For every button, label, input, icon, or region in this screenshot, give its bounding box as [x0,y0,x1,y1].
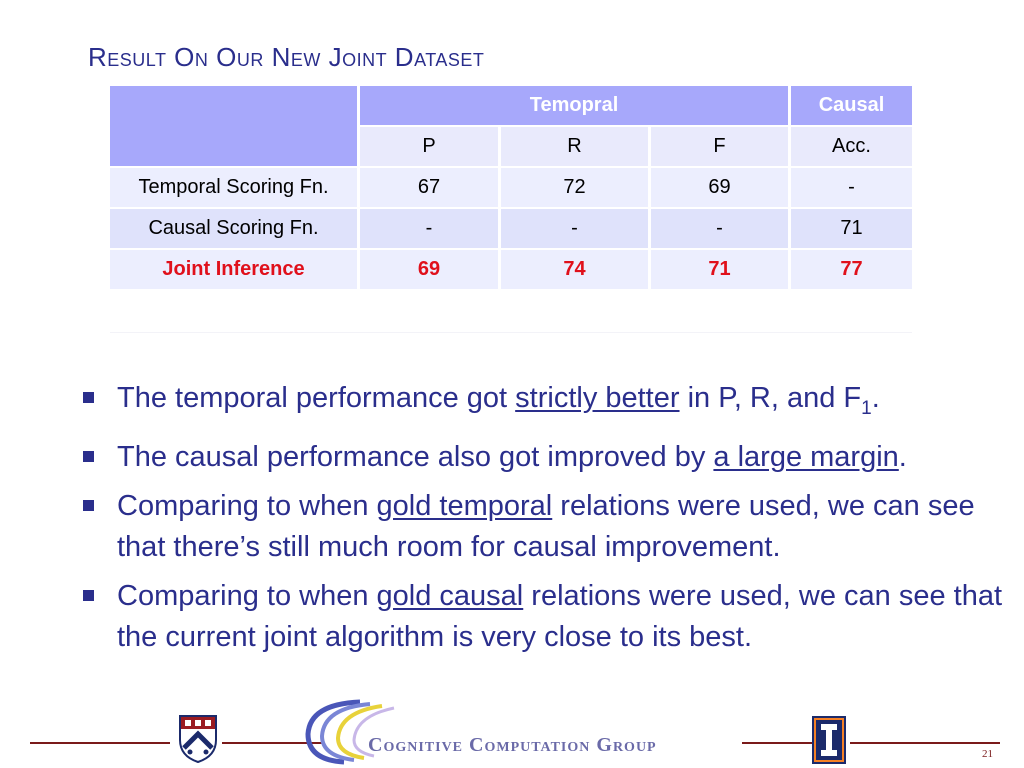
cell-value: 69 [360,250,501,291]
bullet-text: The temporal performance got [117,382,516,414]
header-corner-cell [110,86,360,168]
bullet-square-icon [83,500,94,511]
table-row [110,168,912,209]
subheader-f: F [651,127,791,168]
row-label: Joint Inference [110,250,360,291]
cell-value: 71 [651,250,791,291]
row-label: Causal Scoring Fn. [110,209,360,250]
bullet-text: Comparing to when [117,489,377,522]
bullet-emphasis: gold causal [376,579,524,612]
header-temporal: Temopral [360,86,791,127]
bullet-text: relations were used, we can see that the current joint algorithm is very close to its best. [117,579,1003,653]
bullet-square-icon [83,590,94,601]
bullet-square-icon [83,392,94,403]
table-row-highlight [110,250,912,291]
bullet-list [80,378,1010,666]
bullet-subscript: 1 [861,397,872,419]
bullet-item [80,486,1010,568]
footer-rule [30,742,170,744]
cell-value: 71 [791,209,912,250]
row-label: Temporal Scoring Fn. [110,168,360,209]
page-number: 21 [982,748,993,760]
subheader-acc: Acc. [791,127,912,168]
bullet-emphasis: gold temporal [376,489,553,522]
subheader-p: P [360,127,501,168]
illinois-logo [812,716,846,764]
bullet-text: Comparing to when [117,579,377,612]
cell-value: 72 [501,168,651,209]
results-table [110,86,912,291]
bullet-text: in P, R, and F [679,382,862,414]
slide-title: Result On Our New Joint Dataset [88,42,485,72]
bullet-text: relations were used, we can see that there’s still much room for causal improvement. [117,489,975,563]
cell-value: 67 [360,168,501,209]
bullet-emphasis: a large margin [713,440,899,473]
cell-value: 74 [501,250,651,291]
subheader-r: R [501,127,651,168]
group-name: Cognitive Computation Group [368,734,657,756]
cell-value: - [651,209,791,250]
penn-shield-logo [178,714,218,764]
bullet-text: . [898,440,907,473]
footer-rule [850,742,1000,744]
divider [110,332,912,333]
bullet-item [80,437,1010,478]
bullet-text: The causal performance also got improved by [117,440,714,473]
footer-rule [742,742,812,744]
bullet-square-icon [83,451,94,462]
bullet-emphasis: strictly better [515,382,680,414]
cell-value: 69 [651,168,791,209]
cell-value: - [791,168,912,209]
bullet-item [80,378,1010,429]
header-causal: Causal [791,86,912,127]
bullet-item [80,576,1010,658]
table-row [110,209,912,250]
cell-value: - [360,209,501,250]
bullet-text: . [871,382,880,414]
cell-value: - [501,209,651,250]
table-header-row [110,86,912,127]
cell-value: 77 [791,250,912,291]
